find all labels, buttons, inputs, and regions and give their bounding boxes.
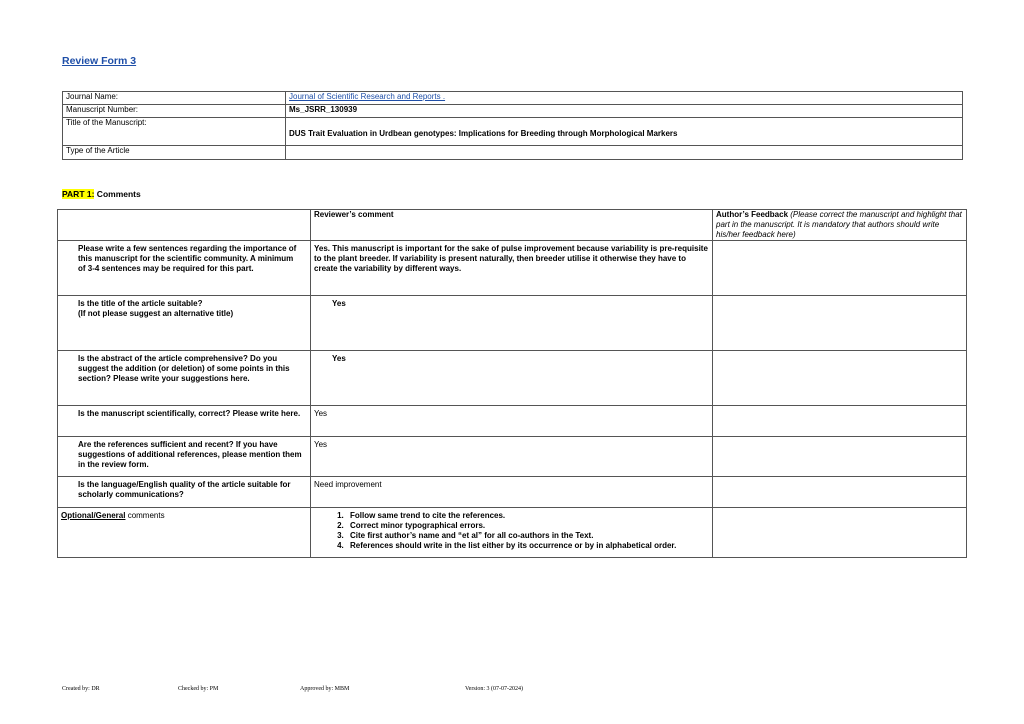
question-cell: Is the title of the article suitable? (If not please suggest an alternative title) [58, 296, 311, 351]
list-item: 1. Follow same trend to cite the references. [346, 511, 709, 521]
reviewer-comment-cell: Yes. This manuscript is important for the sake of pulse improvement because variability is pre-requisite to the plant breeder. If variability is present naturally, then breeder utilise it otherwise they have to create the variability by different ways. [311, 241, 713, 296]
table-row [58, 241, 967, 296]
part1-heading [62, 189, 141, 199]
table-row [58, 437, 967, 477]
manuscript-title-value: DUS Trait Evaluation in Urdbean genotypes: Implications for Breeding through Morphological Markers [286, 118, 963, 146]
part1-label: PART 1: [62, 189, 95, 199]
table-row [58, 477, 967, 508]
question-cell: Are the references sufficient and recent? If you have suggestions of additional references, please mention them in the review form. [58, 437, 311, 477]
question-cell: Is the manuscript scientifically, correct? Please write here. [58, 406, 311, 437]
list-item: 4. References should write in the list either by its occurrence or by in alphabetical order. [346, 541, 709, 551]
author-feedback-cell[interactable] [713, 241, 967, 296]
author-feedback-cell[interactable] [713, 296, 967, 351]
manuscript-title-label: Title of the Manuscript: [63, 118, 286, 146]
general-comments-list [314, 511, 709, 551]
author-feedback-cell[interactable] [713, 437, 967, 477]
journal-name-value [286, 92, 963, 105]
reviewer-comment-text: Yes [332, 354, 346, 363]
author-feedback-cell[interactable] [713, 351, 967, 406]
journal-link[interactable]: Journal of Scientific Research and Reports . [289, 92, 446, 101]
footer-version: Version: 3 (07-07-2024) [465, 686, 523, 692]
footer-approved-by: Approved by: MBM [300, 686, 350, 692]
general-comments-label-rest: comments [125, 511, 165, 520]
reviewer-comment-cell [311, 351, 713, 406]
reviewer-comment-cell: Yes [311, 406, 713, 437]
general-comments-label: Optional/General [61, 511, 126, 520]
footer-checked-by: Checked by: PM [178, 686, 219, 692]
comments-table [57, 209, 967, 558]
table-header-row [58, 210, 967, 241]
table-row [58, 296, 967, 351]
table-row-general [58, 508, 967, 558]
general-comments-cell [311, 508, 713, 558]
header-author-feedback [713, 210, 967, 241]
journal-name-label: Journal Name: [63, 92, 286, 105]
form-title: Review Form 3 [62, 55, 137, 67]
author-feedback-label: Author’s Feedback [716, 210, 789, 219]
reviewer-comment-cell [311, 296, 713, 351]
article-type-value [286, 146, 963, 160]
reviewer-comment-text: Yes [332, 299, 346, 308]
author-feedback-note: (Please correct the manuscript and highlight that part in the manuscript. It is mandatory that authors should write his/her feedback here) [716, 210, 962, 239]
header-question-cell [58, 210, 311, 241]
general-comments-label-cell [58, 508, 311, 558]
footer-created-by: Created by: DR [62, 686, 100, 692]
manuscript-number-value: Ms_JSRR_130939 [286, 105, 963, 118]
list-item: 2. Correct minor typographical errors. [346, 521, 709, 531]
manuscript-number-label: Manuscript Number: [63, 105, 286, 118]
question-cell: Is the abstract of the article comprehensive? Do you suggest the addition (or deletion) of some points in this section? Please write your suggestions here. [58, 351, 311, 406]
part1-label-rest: Comments [94, 189, 141, 199]
table-row [58, 406, 967, 437]
article-type-label: Type of the Article [63, 146, 286, 160]
header-reviewer-comment: Reviewer’s comment [311, 210, 713, 241]
author-feedback-cell[interactable] [713, 477, 967, 508]
reviewer-comment-cell: Need improvement [311, 477, 713, 508]
list-item: 3. Cite first author’s name and “et al” for all co-authors in the Text. [346, 531, 709, 541]
author-feedback-cell[interactable] [713, 406, 967, 437]
author-feedback-cell[interactable] [713, 508, 967, 558]
reviewer-comment-cell: Yes [311, 437, 713, 477]
manuscript-info-table [62, 91, 963, 160]
question-cell: Please write a few sentences regarding the importance of this manuscript for the scientific community. A minimum of 3-4 sentences may be required for this part. [58, 241, 311, 296]
question-cell: Is the language/English quality of the article suitable for scholarly communications? [58, 477, 311, 508]
table-row [58, 351, 967, 406]
